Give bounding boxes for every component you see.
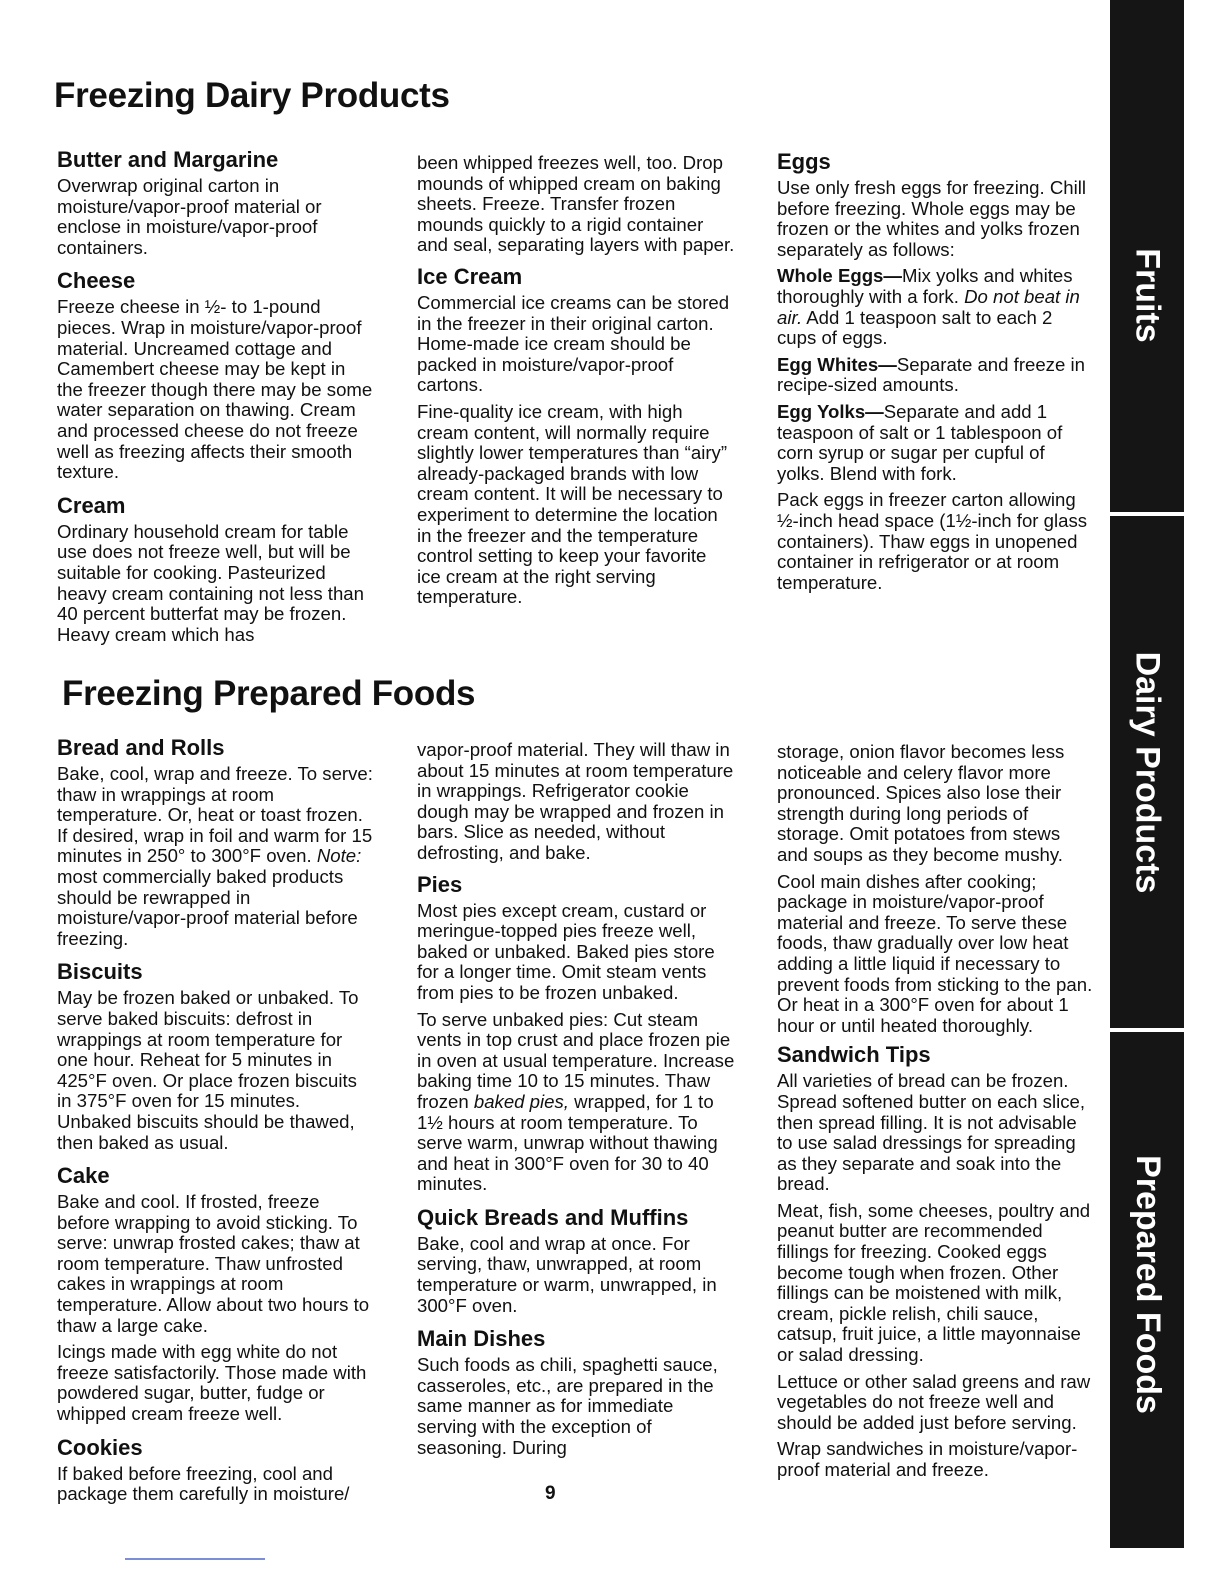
cheese-heading: Cheese (57, 268, 136, 294)
quick-breads-block (417, 1205, 735, 1316)
egg-whites-label: Egg Whites— (777, 353, 897, 375)
main-dishes-block (417, 1326, 735, 1458)
cookies-text: If baked before freezing, cool and package them carefully in moisture/ (57, 1462, 350, 1505)
cream-text: Ordinary household cream for table use does not freeze well, but will be suitable for cooking. Pasteurized heavy cream containing not less than 40 percent butterfat may be frozen. Heavy cream which has (57, 520, 364, 645)
dairy-column-2 (417, 153, 735, 618)
cake-text-1: Bake and cool. If frosted, freeze before wrapping to avoid sticking. To serve: unwrap frosted cakes; thaw at room temperature. Thaw unfrosted cakes in wrappings at room temperature. Allow about two hours to thaw a large cake. (57, 1191, 370, 1336)
bread-text: Bake, cool, wrap and freeze. To serve: thaw in wrappings at room temperature. Or, heat or toast frozen. If desired, wrap in foil and warm for 15 minutes in 250° to 300°F oven. Note: most commercially baked products should be rewrapped in moisture/vapor-proof material before freezing. (57, 763, 373, 949)
page-number: 9 (545, 1483, 556, 1504)
sandwich-heading: Sandwich Tips (777, 1042, 931, 1068)
tab-divider (1110, 1028, 1184, 1032)
prepared-column-3 (777, 742, 1095, 1491)
main-dishes-text: Such foods as chili, spaghetti sauce, casseroles, etc., are prepared in the same manner as for immediate serving with the exception of seasoning. During (417, 1354, 718, 1458)
cheese-block (57, 268, 375, 482)
sandwich-text-2: Meat, fish, some cheeses, poultry and peanut butter are recommended fillings for freezing. Cooked eggs become tough when frozen. Other fillings can be moistened with milk, cream, pickle relish, chili sauce, catsup, fruit juice, a little mayonnaise or salad dressing. (777, 1199, 1091, 1366)
cream-block (57, 493, 375, 646)
sandwich-text-1: All varieties of bread can be frozen. Spread softened butter on each slice, then spread filling. It is not advisable to use salad dressings for spreading as they separate and soak into the bread. (777, 1070, 1086, 1195)
cheese-text: Freeze cheese in ½- to 1-pound pieces. Wrap in moisture/vapor-proof material. Uncreamed cottage and Camembert cheese may be kept in the freezer though there may be some water separation on thawing. Cream and processed cheese do not freeze well as freezing affects their smooth texture. (57, 296, 373, 483)
ice-cream-block (417, 264, 735, 608)
cake-text-2: Icings made with egg white do not freeze satisfactorily. Those made with powdered sugar, butter, fudge or whipped cream freeze well. (57, 1341, 367, 1425)
dairy-column-1 (57, 147, 375, 655)
bread-heading: Bread and Rolls (57, 735, 225, 760)
egg-yolks-label: Egg Yolks— (777, 400, 884, 422)
egg-whites-text: Egg Whites—Separate and freeze in recipe-sized amounts. (777, 353, 1085, 396)
prepared-section-title: Freezing Prepared Foods (62, 674, 476, 713)
cookies-text-continued: vapor-proof material. They will thaw in about 15 minutes at room temperature in wrappings. Refrigerator cookie dough may be wrapped and frozen in bars. Slice as needed, without defrosting, and bake. (417, 739, 734, 863)
tab-prepared-foods-label: Prepared Foods (1128, 1154, 1167, 1414)
dairy-column-3 (777, 149, 1095, 599)
eggs-pack-text: Pack eggs in freezer carton allowing ½-inch head space (1½-inch for glass containers). Thaw eggs in unopened container in refrigerator or at room temperature. (777, 489, 1088, 593)
tab-dairy-products[interactable] (1110, 518, 1184, 1026)
ice-cream-heading: Ice Cream (417, 263, 523, 289)
tab-fruits[interactable] (1110, 80, 1184, 510)
ice-cream-text-2: Fine-quality ice cream, with high cream content, will normally require slightly lower temperatures than “airy” already-packaged brands with low cream content. It will be necessary to experiment to determine the location in the freezer and the temperature control setting to keep your favorite ice cream at the right serving temperature. (417, 400, 728, 608)
sandwich-text-4: Wrap sandwiches in moisture/vapor-proof material and freeze. (777, 1438, 1078, 1480)
cookies-block (57, 1435, 375, 1505)
prepared-column-2 (417, 740, 735, 1468)
sandwich-block (777, 1042, 1095, 1480)
tab-prepared-foods[interactable] (1110, 1034, 1184, 1534)
sandwich-text-3: Lettuce or other salad greens and raw vegetables do not freeze well and should be added just before serving. (777, 1370, 1091, 1433)
pies-block (417, 872, 735, 1195)
dairy-section-title: Freezing Dairy Products (54, 76, 450, 115)
butter-text: Overwrap original carton in moisture/vapor-proof material or enclose in moisture/vapor-proof containers. (57, 175, 322, 258)
egg-yolks-text: Egg Yolks—Separate and add 1 teaspoon of salt or 1 tablespoon of corn syrup or sugar per cupful of yolks. Blend with fork. (777, 400, 1063, 484)
whole-eggs-text: Whole Eggs—Mix yolks and whites thoroughly with a fork. Do not beat in air. Add 1 teaspoon salt to each 2 cups of eggs. (777, 265, 1080, 349)
tab-fruits-label: Fruits (1128, 247, 1167, 343)
main-dishes-text-continued: storage, onion flavor becomes less noticeable and celery flavor more pronounced. Spices also lose their strength during long periods of storage. Omit potatoes from stews and soups as they become mushy. (777, 741, 1065, 865)
main-dishes-heading: Main Dishes (417, 1326, 546, 1352)
biscuits-text: May be frozen baked or unbaked. To serve baked biscuits: defrost in wrappings at room temperature for one hour. Reheat for 5 minutes in 425°F oven. Or place frozen biscuits in 375°F oven for 15 minutes. Unbaked biscuits should be thawed, then baked as usual. (57, 987, 359, 1153)
ice-cream-text-1: Commercial ice creams can be stored in the freezer in their original carton. Home-made ice cream should be packed in moisture/vapor-proof cartons. (417, 291, 730, 396)
quick-breads-text: Bake, cool and wrap at once. For serving, thaw, unwrapped, at room temperature or warm, unwrapped, in 300°F oven. (417, 1232, 717, 1316)
cake-heading: Cake (57, 1163, 110, 1189)
whole-eggs-label: Whole Eggs— (777, 265, 902, 287)
main-dishes-text-2: Cool main dishes after cooking; package in moisture/vapor-proof material and freeze. To serve these foods, thaw gradually over low heat adding a little liquid if necessary to prevent foods from sticking to the pan. Or heat in a 300°F oven for about 1 hour or until heated thoroughly. (777, 870, 1093, 1036)
cookies-heading: Cookies (57, 1434, 143, 1460)
section-tab-bar (1110, 0, 1184, 1548)
biscuits-block (57, 959, 375, 1153)
cream-text-continued: been whipped freezes well, too. Drop mounds of whipped cream on baking sheets. Freeze. Transfer frozen mounds quickly to a rigid container and seal, separating layers with paper. (417, 152, 735, 256)
quick-breads-heading: Quick Breads and Muffins (417, 1204, 689, 1230)
pies-text-2: To serve unbaked pies: Cut steam vents in top crust and place frozen pie in oven at usual temperature. Increase baking time 10 to 15 minutes. Thaw frozen baked pies, wrapped, for 1 to 1½ hours at room temperature. To serve warm, unwrap without thawing and heat in 300°F oven for 30 to 40 minutes. (417, 1008, 735, 1195)
eggs-heading: Eggs (777, 149, 831, 174)
cake-block (57, 1163, 375, 1425)
scan-artifact-line (125, 1558, 265, 1560)
pies-heading: Pies (417, 871, 463, 897)
biscuits-heading: Biscuits (57, 959, 143, 985)
prepared-column-1 (57, 735, 375, 1515)
butter-heading: Butter and Margarine (57, 147, 279, 172)
tab-dairy-products-label: Dairy Products (1128, 651, 1167, 893)
butter-block (57, 147, 375, 258)
bread-block (57, 735, 375, 949)
tab-divider (1110, 512, 1184, 516)
pies-text-1: Most pies except cream, custard or meringue-topped pies freeze well, baked or unbaked. Baked pies store for a longer time. Omit steam vents from pies to be frozen unbaked. (417, 899, 715, 1003)
eggs-intro: Use only fresh eggs for freezing. Chill before freezing. Whole eggs may be frozen or the whites and yolks frozen separately as follows: (777, 177, 1087, 260)
cream-heading: Cream (57, 492, 126, 518)
